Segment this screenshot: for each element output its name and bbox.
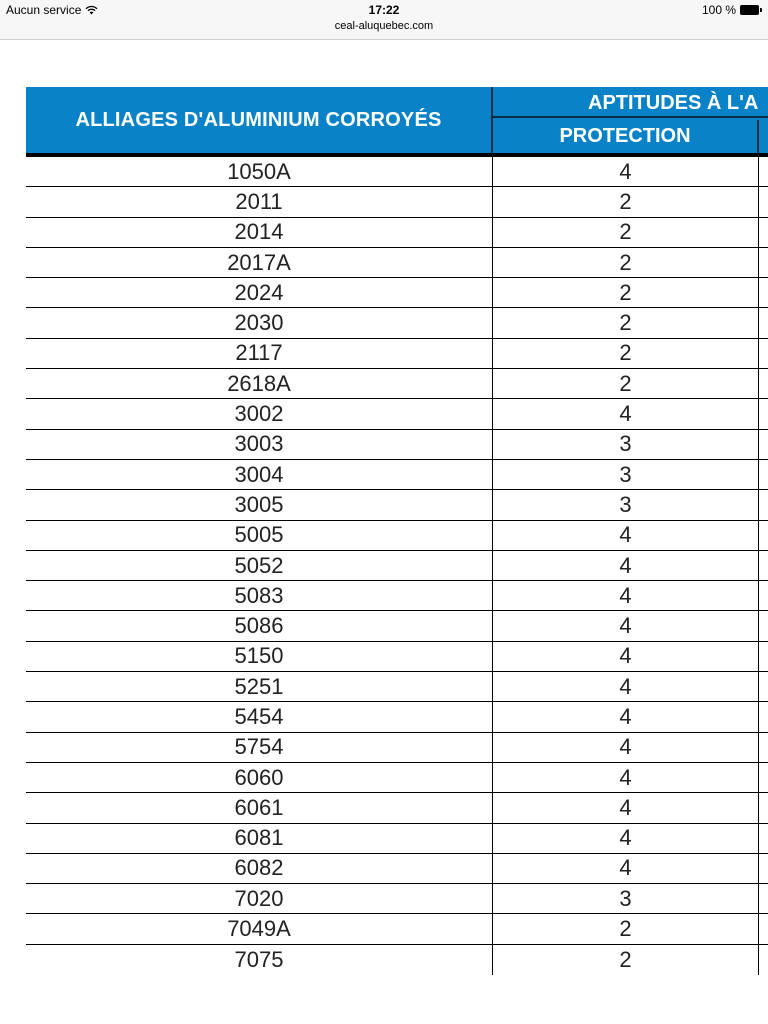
table-row — [26, 218, 768, 248]
protection-cell: 4 — [493, 733, 759, 762]
protection-cell: 2 — [493, 278, 759, 307]
alloy-cell: 5052 — [26, 551, 493, 580]
alloy-cell: 1050A — [26, 157, 493, 186]
alloy-cell: 7075 — [26, 945, 493, 975]
protection-cell: 4 — [493, 551, 759, 580]
protection-cell: 4 — [493, 581, 759, 610]
protection-cell: 2 — [493, 218, 759, 247]
status-time: 17:22 — [368, 3, 400, 17]
alloy-cell: 3005 — [26, 490, 493, 519]
protection-cell: 2 — [493, 248, 759, 277]
protection-cell: 4 — [493, 642, 759, 671]
battery-percent: 100 % — [701, 3, 736, 17]
carrier-label: Aucun service — [6, 3, 82, 17]
alloy-table — [26, 87, 768, 975]
table-row — [26, 945, 768, 975]
alloy-cell: 7020 — [26, 884, 493, 913]
alloy-cell: 2117 — [26, 339, 493, 368]
alloy-cell: 2030 — [26, 308, 493, 337]
alloy-cell: 6061 — [26, 793, 493, 822]
protection-cell: 4 — [493, 702, 759, 731]
table-row — [26, 733, 768, 763]
table-row — [26, 581, 768, 611]
table-row — [26, 339, 768, 369]
table-row — [26, 551, 768, 581]
alloy-cell: 5083 — [26, 581, 493, 610]
alloy-cell: 2618A — [26, 369, 493, 398]
alloy-cell: 6060 — [26, 763, 493, 792]
table-row — [26, 157, 768, 187]
alloy-cell: 6081 — [26, 824, 493, 853]
header-group: APTITUDES À L'A — [493, 87, 768, 118]
alloy-cell: 5754 — [26, 733, 493, 762]
table-row — [26, 399, 768, 429]
table-row — [26, 369, 768, 399]
protection-cell: 2 — [493, 914, 759, 943]
battery-icon — [740, 5, 762, 15]
protection-cell: 2 — [493, 187, 759, 216]
status-bar — [0, 0, 768, 40]
protection-cell: 3 — [493, 430, 759, 459]
protection-cell: 3 — [493, 460, 759, 489]
table-row — [26, 521, 768, 551]
protection-cell: 4 — [493, 763, 759, 792]
table-row — [26, 642, 768, 672]
header-alloy: ALLIAGES D'ALUMINIUM CORROYÉS — [26, 87, 493, 153]
alloy-cell: 5150 — [26, 642, 493, 671]
protection-cell: 4 — [493, 611, 759, 640]
alloy-cell: 3003 — [26, 430, 493, 459]
table-row — [26, 490, 768, 520]
table-row — [26, 824, 768, 854]
table-body — [26, 157, 768, 975]
table-row — [26, 460, 768, 490]
url-bar[interactable]: ceal-aluquebec.com — [334, 20, 434, 32]
alloy-cell: 2024 — [26, 278, 493, 307]
alloy-cell: 3004 — [26, 460, 493, 489]
protection-cell: 4 — [493, 824, 759, 853]
alloy-cell: 2014 — [26, 218, 493, 247]
status-right — [702, 3, 762, 17]
table-header — [26, 87, 768, 153]
alloy-cell: 7049A — [26, 914, 493, 943]
table-row — [26, 914, 768, 944]
protection-cell: 3 — [493, 884, 759, 913]
table-row — [26, 702, 768, 732]
alloy-cell: 5251 — [26, 672, 493, 701]
protection-cell: 3 — [493, 490, 759, 519]
protection-cell: 4 — [493, 672, 759, 701]
table-row — [26, 763, 768, 793]
alloy-cell: 2011 — [26, 187, 493, 216]
table-row — [26, 611, 768, 641]
alloy-cell: 2017A — [26, 248, 493, 277]
protection-cell: 4 — [493, 521, 759, 550]
alloy-cell: 5454 — [26, 702, 493, 731]
alloy-cell: 6082 — [26, 854, 493, 883]
alloy-cell: 5086 — [26, 611, 493, 640]
table-row — [26, 308, 768, 338]
protection-cell: 4 — [493, 793, 759, 822]
header-protection: PROTECTION — [493, 120, 759, 153]
protection-cell: 4 — [493, 399, 759, 428]
protection-cell: 2 — [493, 339, 759, 368]
protection-cell: 2 — [493, 308, 759, 337]
table-row — [26, 278, 768, 308]
protection-cell: 2 — [493, 369, 759, 398]
protection-cell: 4 — [493, 157, 759, 186]
alloy-cell: 5005 — [26, 521, 493, 550]
table-row — [26, 430, 768, 460]
table-row — [26, 854, 768, 884]
protection-cell: 2 — [493, 945, 759, 975]
alloy-cell: 3002 — [26, 399, 493, 428]
table-row — [26, 793, 768, 823]
table-row — [26, 248, 768, 278]
table-row — [26, 884, 768, 914]
protection-cell: 4 — [493, 854, 759, 883]
table-row — [26, 187, 768, 217]
table-row — [26, 672, 768, 702]
